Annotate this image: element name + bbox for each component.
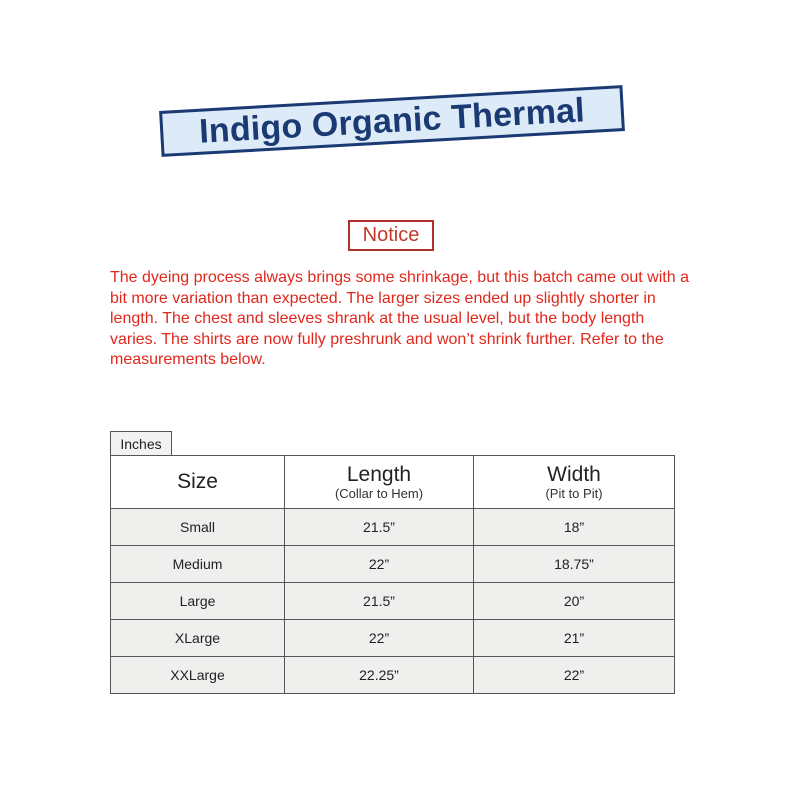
title-banner bbox=[159, 85, 625, 157]
cell-size: Small bbox=[111, 509, 285, 546]
cell-size: Medium bbox=[111, 546, 285, 583]
cell-width: 21” bbox=[474, 620, 675, 657]
table-row bbox=[111, 509, 675, 546]
header-length-sub: (Collar to Hem) bbox=[334, 485, 424, 501]
cell-length: 21.5” bbox=[285, 583, 474, 620]
cell-size: XXLarge bbox=[111, 657, 285, 694]
cell-length: 22” bbox=[285, 546, 474, 583]
units-tab: Inches bbox=[110, 431, 172, 455]
header-width-sub: (Pit to Pit) bbox=[545, 485, 603, 501]
size-chart-table bbox=[110, 455, 675, 694]
table-row bbox=[111, 546, 675, 583]
table-header-row bbox=[111, 456, 675, 509]
header-size bbox=[111, 456, 285, 509]
cell-width: 22” bbox=[474, 657, 675, 694]
cell-size: XLarge bbox=[111, 620, 285, 657]
cell-size: Large bbox=[111, 583, 285, 620]
header-width bbox=[474, 456, 675, 509]
cell-width: 20” bbox=[474, 583, 675, 620]
header-size-label: Size bbox=[177, 470, 218, 493]
cell-length: 22” bbox=[285, 620, 474, 657]
notice-label: Notice bbox=[348, 220, 434, 251]
page-title: Indigo Organic Thermal bbox=[198, 90, 586, 151]
cell-width: 18.75” bbox=[474, 546, 675, 583]
notice-body: The dyeing process always brings some shrinkage, but this batch came out with a bit more variation than expected. The larger sizes ended up slightly shorter in length. The chest and sleeves shrank at the usual level, but the body length varies. The shirts are now fully preshrunk and won’t shrink further. Refer to the measurements below. bbox=[110, 269, 689, 368]
cell-length: 22.25” bbox=[285, 657, 474, 694]
cell-width: 18” bbox=[474, 509, 675, 546]
header-length-label: Length bbox=[346, 462, 412, 486]
table-row bbox=[111, 583, 675, 620]
table-row bbox=[111, 620, 675, 657]
header-length bbox=[285, 456, 474, 509]
cell-length: 21.5” bbox=[285, 509, 474, 546]
table-row bbox=[111, 657, 675, 694]
header-width-label: Width bbox=[547, 462, 601, 486]
